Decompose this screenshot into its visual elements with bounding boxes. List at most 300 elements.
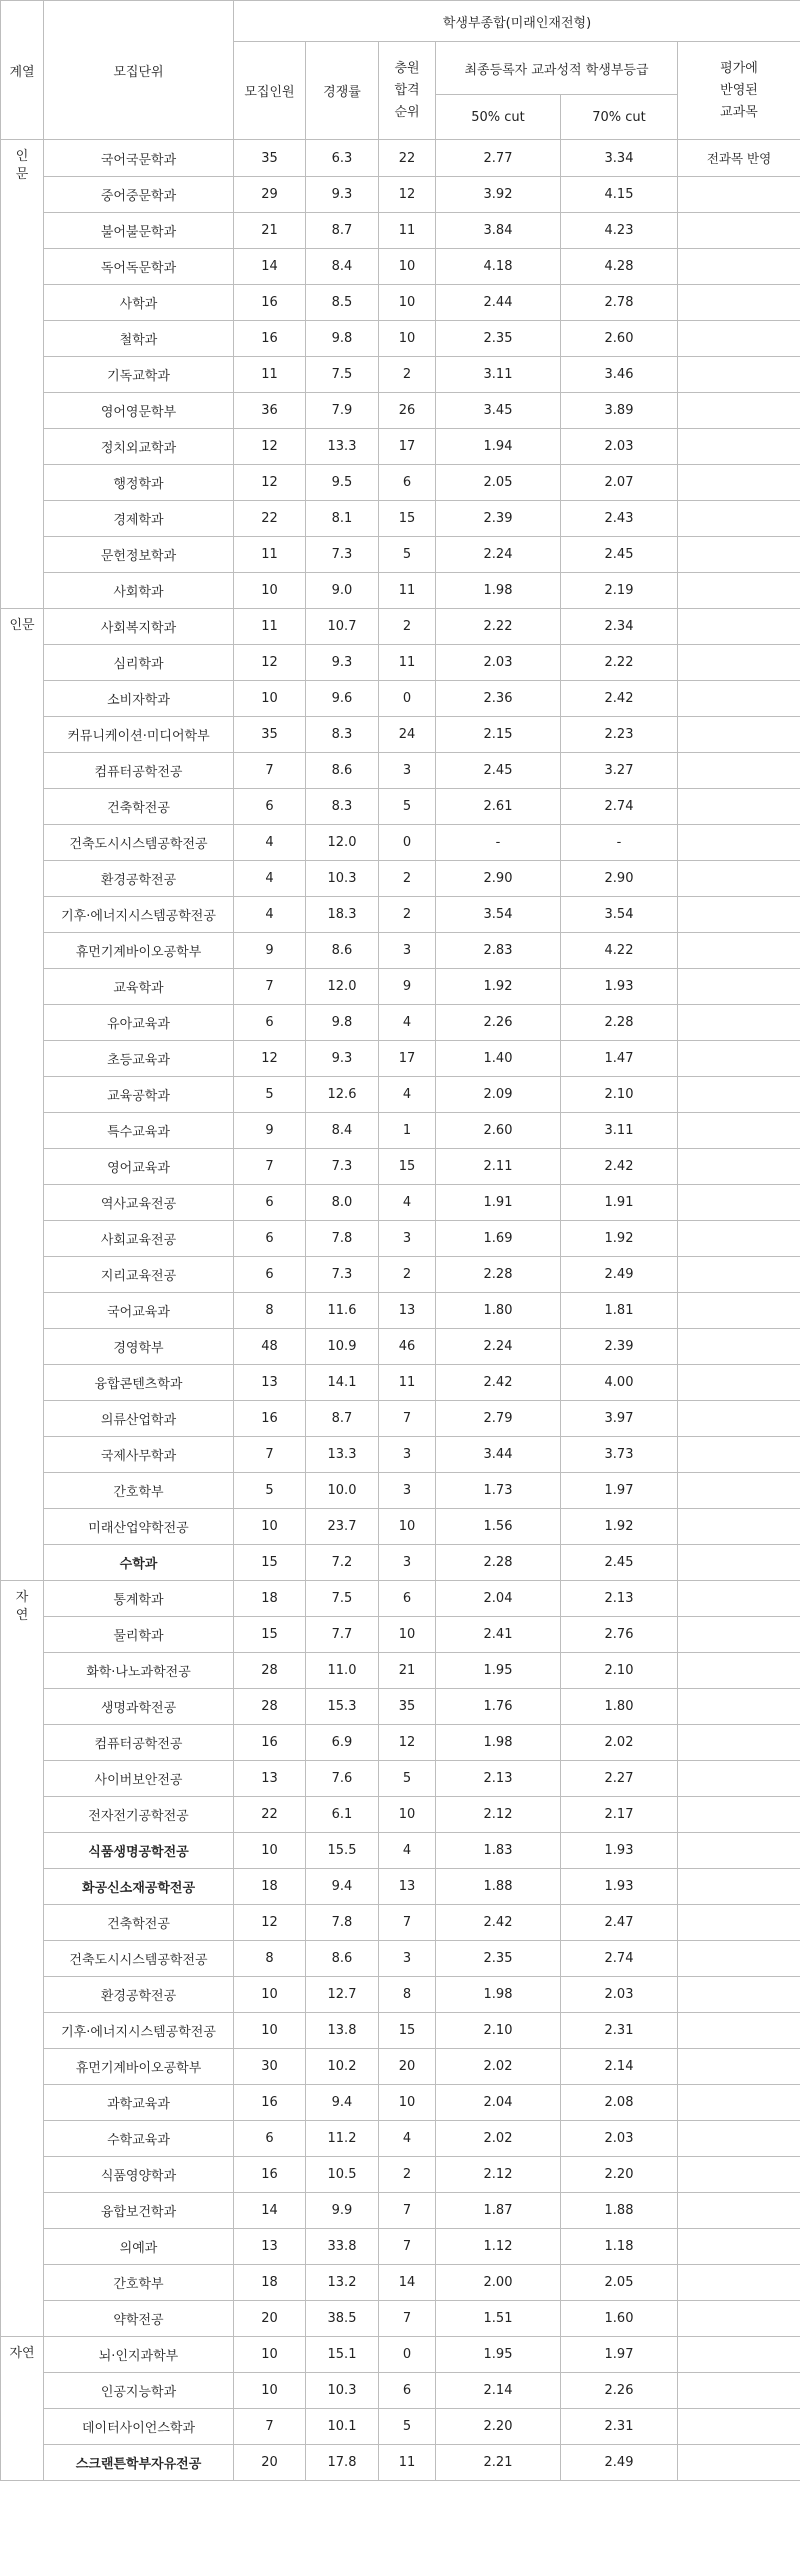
cut50-cell: 1.98 <box>436 1977 561 2013</box>
competition-cell: 13.3 <box>306 1437 379 1473</box>
subjects-cell <box>678 1545 800 1581</box>
subjects-cell <box>678 933 800 969</box>
subjects-cell <box>678 1869 800 1905</box>
unit-cell: 소비자학과 <box>44 681 234 717</box>
rank-cell: 11 <box>379 573 436 609</box>
quota-cell: 6 <box>234 1005 306 1041</box>
quota-cell: 35 <box>234 140 306 177</box>
unit-cell: 사회교육전공 <box>44 1221 234 1257</box>
quota-cell: 12 <box>234 465 306 501</box>
competition-cell: 9.5 <box>306 465 379 501</box>
cut50-cell: 1.12 <box>436 2229 561 2265</box>
rank-cell: 24 <box>379 717 436 753</box>
table-row <box>1 2373 800 2409</box>
quota-cell: 21 <box>234 213 306 249</box>
cut70-cell: 3.34 <box>561 140 678 177</box>
cut70-cell: 3.89 <box>561 393 678 429</box>
table-row <box>1 429 800 465</box>
subjects-cell <box>678 1437 800 1473</box>
unit-cell: 심리학과 <box>44 645 234 681</box>
competition-cell: 7.3 <box>306 537 379 573</box>
cut50-cell: 1.95 <box>436 1653 561 1689</box>
cut50-cell: 2.09 <box>436 1077 561 1113</box>
table-row <box>1 1653 800 1689</box>
competition-cell: 9.0 <box>306 573 379 609</box>
unit-cell: 화공신소재공학전공 <box>44 1869 234 1905</box>
rank-cell: 3 <box>379 1473 436 1509</box>
cut70-cell: 4.28 <box>561 249 678 285</box>
competition-cell: 33.8 <box>306 2229 379 2265</box>
competition-cell: 7.3 <box>306 1257 379 1293</box>
unit-cell: 생명과학전공 <box>44 1689 234 1725</box>
unit-cell: 물리학과 <box>44 1617 234 1653</box>
cut50-cell: 2.24 <box>436 537 561 573</box>
table-row <box>1 2301 800 2337</box>
competition-cell: 14.1 <box>306 1365 379 1401</box>
quota-cell: 11 <box>234 609 306 645</box>
cut70-cell: 2.60 <box>561 321 678 357</box>
unit-cell: 휴먼기계바이오공학부 <box>44 2049 234 2085</box>
quota-cell: 28 <box>234 1653 306 1689</box>
unit-cell: 중어중문학과 <box>44 177 234 213</box>
subjects-cell <box>678 789 800 825</box>
table-row <box>1 1941 800 1977</box>
competition-cell: 13.3 <box>306 429 379 465</box>
competition-cell: 8.4 <box>306 249 379 285</box>
cut70-cell: 2.03 <box>561 429 678 465</box>
subjects-cell <box>678 393 800 429</box>
subjects-cell <box>678 1257 800 1293</box>
table-row <box>1 1581 800 1617</box>
competition-cell: 8.3 <box>306 789 379 825</box>
cut50-cell: 1.92 <box>436 969 561 1005</box>
unit-cell: 경제학과 <box>44 501 234 537</box>
quota-cell: 48 <box>234 1329 306 1365</box>
cut50-cell: 2.22 <box>436 609 561 645</box>
quota-cell: 22 <box>234 501 306 537</box>
table-row <box>1 2013 800 2049</box>
rank-cell: 4 <box>379 2121 436 2157</box>
unit-cell: 휴먼기계바이오공학부 <box>44 933 234 969</box>
unit-cell: 통계학과 <box>44 1581 234 1617</box>
competition-cell: 9.8 <box>306 321 379 357</box>
cut70-cell: 2.20 <box>561 2157 678 2193</box>
quota-cell: 4 <box>234 861 306 897</box>
subjects-cell <box>678 1797 800 1833</box>
competition-cell: 9.4 <box>306 1869 379 1905</box>
subjects-cell <box>678 2337 800 2373</box>
subjects-cell <box>678 2301 800 2337</box>
cut70-cell: 2.74 <box>561 1941 678 1977</box>
cut70-cell: 2.47 <box>561 1905 678 1941</box>
table-row <box>1 2337 800 2373</box>
unit-cell: 식품영양학과 <box>44 2157 234 2193</box>
quota-cell: 4 <box>234 825 306 861</box>
competition-cell: 10.9 <box>306 1329 379 1365</box>
unit-cell: 전자전기공학전공 <box>44 1797 234 1833</box>
rank-cell: 6 <box>379 465 436 501</box>
subjects-cell <box>678 1689 800 1725</box>
unit-cell: 특수교육과 <box>44 1113 234 1149</box>
unit-cell: 환경공학전공 <box>44 861 234 897</box>
rank-cell: 15 <box>379 2013 436 2049</box>
cut50-cell: 2.90 <box>436 861 561 897</box>
cut70-cell: 2.19 <box>561 573 678 609</box>
rank-cell: 7 <box>379 1401 436 1437</box>
table-row <box>1 1221 800 1257</box>
quota-cell: 16 <box>234 1725 306 1761</box>
rank-cell: 10 <box>379 285 436 321</box>
table-row <box>1 1437 800 1473</box>
header-unit: 모집단위 <box>44 1 234 140</box>
table-row <box>1 825 800 861</box>
rank-cell: 8 <box>379 1977 436 2013</box>
unit-cell: 융합보건학과 <box>44 2193 234 2229</box>
competition-cell: 18.3 <box>306 897 379 933</box>
cut70-cell: 4.23 <box>561 213 678 249</box>
quota-cell: 13 <box>234 2229 306 2265</box>
header-cut70: 70% cut <box>561 95 678 140</box>
cut50-cell: 2.00 <box>436 2265 561 2301</box>
rank-cell: 15 <box>379 1149 436 1185</box>
subjects-cell <box>678 861 800 897</box>
competition-cell: 10.3 <box>306 2373 379 2409</box>
subjects-cell <box>678 1149 800 1185</box>
table-row <box>1 2049 800 2085</box>
cut70-cell: 1.81 <box>561 1293 678 1329</box>
cut50-cell: 2.28 <box>436 1545 561 1581</box>
cut50-cell: 1.88 <box>436 1869 561 1905</box>
subjects-cell <box>678 1905 800 1941</box>
quota-cell: 28 <box>234 1689 306 1725</box>
subjects-cell <box>678 2049 800 2085</box>
cut50-cell: 1.91 <box>436 1185 561 1221</box>
cut70-cell: 3.46 <box>561 357 678 393</box>
competition-cell: 15.3 <box>306 1689 379 1725</box>
table-row <box>1 357 800 393</box>
rank-cell: 12 <box>379 1725 436 1761</box>
unit-cell: 교육학과 <box>44 969 234 1005</box>
cut50-cell: 2.20 <box>436 2409 561 2445</box>
table-row <box>1 1617 800 1653</box>
category-cell: 자연 <box>1 2337 44 2481</box>
rank-cell: 1 <box>379 1113 436 1149</box>
subjects-cell <box>678 1509 800 1545</box>
header-cut50: 50% cut <box>436 95 561 140</box>
competition-cell: 7.8 <box>306 1221 379 1257</box>
unit-cell: 화학·나노과학전공 <box>44 1653 234 1689</box>
cut70-cell: 2.43 <box>561 501 678 537</box>
rank-cell: 0 <box>379 825 436 861</box>
competition-cell: 9.3 <box>306 645 379 681</box>
table-row <box>1 1185 800 1221</box>
cut50-cell: 1.56 <box>436 1509 561 1545</box>
cut70-cell: 3.73 <box>561 1437 678 1473</box>
subjects-cell <box>678 1365 800 1401</box>
quota-cell: 10 <box>234 681 306 717</box>
unit-cell: 철학과 <box>44 321 234 357</box>
table-row <box>1 753 800 789</box>
rank-cell: 35 <box>379 1689 436 1725</box>
rank-cell: 26 <box>379 393 436 429</box>
table-row <box>1 1869 800 1905</box>
unit-cell: 사회학과 <box>44 573 234 609</box>
unit-cell: 컴퓨터공학전공 <box>44 1725 234 1761</box>
table-row <box>1 1689 800 1725</box>
cut70-cell: 2.42 <box>561 681 678 717</box>
table-row <box>1 1545 800 1581</box>
subjects-cell <box>678 825 800 861</box>
subjects-cell <box>678 969 800 1005</box>
rank-cell: 6 <box>379 1581 436 1617</box>
unit-cell: 데이터사이언스학과 <box>44 2409 234 2445</box>
unit-cell: 커뮤니케이션·미디어학부 <box>44 717 234 753</box>
cut70-cell: 2.17 <box>561 1797 678 1833</box>
table-row <box>1 1005 800 1041</box>
rank-cell: 11 <box>379 213 436 249</box>
subjects-cell <box>678 1293 800 1329</box>
cut50-cell: 2.04 <box>436 1581 561 1617</box>
table-row <box>1 573 800 609</box>
rank-cell: 7 <box>379 1905 436 1941</box>
cut70-cell: 2.14 <box>561 2049 678 2085</box>
rank-cell: 5 <box>379 2409 436 2445</box>
rank-cell: 5 <box>379 1761 436 1797</box>
rank-cell: 2 <box>379 357 436 393</box>
rank-cell: 22 <box>379 140 436 177</box>
competition-cell: 7.8 <box>306 1905 379 1941</box>
cut50-cell: 3.44 <box>436 1437 561 1473</box>
competition-cell: 8.1 <box>306 501 379 537</box>
unit-cell: 간호학부 <box>44 1473 234 1509</box>
cut70-cell: 2.49 <box>561 1257 678 1293</box>
cut70-cell: 2.45 <box>561 537 678 573</box>
cut50-cell: 2.42 <box>436 1365 561 1401</box>
subjects-cell <box>678 2193 800 2229</box>
subjects-cell <box>678 1833 800 1869</box>
subjects-cell <box>678 357 800 393</box>
cut70-cell: 2.31 <box>561 2013 678 2049</box>
cut50-cell: 3.92 <box>436 177 561 213</box>
rank-cell: 7 <box>379 2193 436 2229</box>
cut70-cell: 1.80 <box>561 1689 678 1725</box>
header-grade-group: 최종등록자 교과성적 학생부등급 <box>436 42 678 95</box>
cut50-cell: 2.21 <box>436 2445 561 2481</box>
competition-cell: 9.8 <box>306 1005 379 1041</box>
table-row <box>1 933 800 969</box>
subjects-cell <box>678 1977 800 2013</box>
quota-cell: 10 <box>234 2373 306 2409</box>
unit-cell: 기독교학과 <box>44 357 234 393</box>
table-row <box>1 213 800 249</box>
subjects-cell <box>678 2445 800 2481</box>
cut70-cell: 1.18 <box>561 2229 678 2265</box>
unit-cell: 불어불문학과 <box>44 213 234 249</box>
table-row <box>1 717 800 753</box>
unit-cell: 행정학과 <box>44 465 234 501</box>
unit-cell: 융합콘텐츠학과 <box>44 1365 234 1401</box>
cut50-cell: 1.76 <box>436 1689 561 1725</box>
table-row <box>1 1113 800 1149</box>
unit-cell: 스크랜튼학부자유전공 <box>44 2445 234 2481</box>
rank-cell: 17 <box>379 429 436 465</box>
table-row <box>1 321 800 357</box>
cut50-cell: 2.39 <box>436 501 561 537</box>
competition-cell: 13.2 <box>306 2265 379 2301</box>
cut70-cell: 2.76 <box>561 1617 678 1653</box>
header-competition: 경쟁률 <box>306 42 379 140</box>
rank-cell: 21 <box>379 1653 436 1689</box>
cut50-cell: 1.80 <box>436 1293 561 1329</box>
cut70-cell: 2.10 <box>561 1077 678 1113</box>
unit-cell: 초등교육과 <box>44 1041 234 1077</box>
quota-cell: 18 <box>234 2265 306 2301</box>
competition-cell: 10.5 <box>306 2157 379 2193</box>
unit-cell: 영어영문학부 <box>44 393 234 429</box>
competition-cell: 12.6 <box>306 1077 379 1113</box>
cut50-cell: 2.15 <box>436 717 561 753</box>
unit-cell: 사회복지학과 <box>44 609 234 645</box>
quota-cell: 6 <box>234 1257 306 1293</box>
competition-cell: 11.2 <box>306 2121 379 2157</box>
table-row <box>1 1725 800 1761</box>
unit-cell: 수학과 <box>44 1545 234 1581</box>
cut50-cell: 2.03 <box>436 645 561 681</box>
cut70-cell: 3.11 <box>561 1113 678 1149</box>
cut70-cell: 2.02 <box>561 1725 678 1761</box>
competition-cell: 8.7 <box>306 1401 379 1437</box>
cut70-cell: 2.31 <box>561 2409 678 2445</box>
rank-cell: 3 <box>379 1437 436 1473</box>
cut70-cell: 2.74 <box>561 789 678 825</box>
rank-cell: 6 <box>379 2373 436 2409</box>
cut50-cell: 2.42 <box>436 1905 561 1941</box>
subjects-cell <box>678 2085 800 2121</box>
cut50-cell: 1.95 <box>436 2337 561 2373</box>
rank-cell: 14 <box>379 2265 436 2301</box>
cut70-cell: 2.13 <box>561 1581 678 1617</box>
rank-cell: 2 <box>379 861 436 897</box>
rank-cell: 2 <box>379 897 436 933</box>
rank-cell: 20 <box>379 2049 436 2085</box>
cut70-cell: 4.22 <box>561 933 678 969</box>
rank-cell: 3 <box>379 1941 436 1977</box>
quota-cell: 18 <box>234 1581 306 1617</box>
competition-cell: 8.3 <box>306 717 379 753</box>
quota-cell: 29 <box>234 177 306 213</box>
cut70-cell: - <box>561 825 678 861</box>
cut70-cell: 2.10 <box>561 1653 678 1689</box>
subjects-cell <box>678 645 800 681</box>
competition-cell: 8.6 <box>306 1941 379 1977</box>
cut50-cell: 2.79 <box>436 1401 561 1437</box>
quota-cell: 20 <box>234 2301 306 2337</box>
cut50-cell: 3.11 <box>436 357 561 393</box>
subjects-cell <box>678 2157 800 2193</box>
table-row <box>1 1833 800 1869</box>
cut50-cell: 2.35 <box>436 321 561 357</box>
quota-cell: 12 <box>234 1905 306 1941</box>
cut70-cell: 2.03 <box>561 2121 678 2157</box>
unit-cell: 간호학부 <box>44 2265 234 2301</box>
unit-cell: 영어교육과 <box>44 1149 234 1185</box>
quota-cell: 16 <box>234 321 306 357</box>
rank-cell: 11 <box>379 1365 436 1401</box>
unit-cell: 경영학부 <box>44 1329 234 1365</box>
competition-cell: 10.0 <box>306 1473 379 1509</box>
quota-cell: 10 <box>234 2013 306 2049</box>
rank-cell: 15 <box>379 501 436 537</box>
table-row <box>1 1329 800 1365</box>
cut50-cell: 2.13 <box>436 1761 561 1797</box>
quota-cell: 10 <box>234 573 306 609</box>
rank-cell: 3 <box>379 933 436 969</box>
rank-cell: 5 <box>379 537 436 573</box>
subjects-cell <box>678 2409 800 2445</box>
rank-cell: 2 <box>379 2157 436 2193</box>
table-row <box>1 1977 800 2013</box>
table-row <box>1 1401 800 1437</box>
header-subjects: 평가에 반영된 교과목 <box>678 42 800 140</box>
table-row <box>1 285 800 321</box>
unit-cell: 과학교육과 <box>44 2085 234 2121</box>
competition-cell: 8.6 <box>306 933 379 969</box>
table-row <box>1 789 800 825</box>
cut70-cell: 2.26 <box>561 2373 678 2409</box>
cut50-cell: 1.98 <box>436 1725 561 1761</box>
subjects-cell <box>678 1941 800 1977</box>
rank-cell: 10 <box>379 1617 436 1653</box>
cut70-cell: 2.34 <box>561 609 678 645</box>
competition-cell: 17.8 <box>306 2445 379 2481</box>
rank-cell: 9 <box>379 969 436 1005</box>
header-quota: 모집인원 <box>234 42 306 140</box>
quota-cell: 7 <box>234 753 306 789</box>
cut50-cell: 2.61 <box>436 789 561 825</box>
unit-cell: 역사교육전공 <box>44 1185 234 1221</box>
quota-cell: 16 <box>234 285 306 321</box>
quota-cell: 8 <box>234 1293 306 1329</box>
quota-cell: 7 <box>234 969 306 1005</box>
competition-cell: 9.4 <box>306 2085 379 2121</box>
cut70-cell: 2.03 <box>561 1977 678 2013</box>
competition-cell: 8.6 <box>306 753 379 789</box>
competition-cell: 38.5 <box>306 2301 379 2337</box>
header-category: 계열 <box>1 1 44 140</box>
table-row <box>1 1905 800 1941</box>
cut70-cell: 2.05 <box>561 2265 678 2301</box>
rank-cell: 4 <box>379 1833 436 1869</box>
unit-cell: 사학과 <box>44 285 234 321</box>
cut50-cell: 2.45 <box>436 753 561 789</box>
subjects-cell <box>678 249 800 285</box>
quota-cell: 15 <box>234 1617 306 1653</box>
competition-cell: 7.9 <box>306 393 379 429</box>
cut70-cell: 2.27 <box>561 1761 678 1797</box>
competition-cell: 12.0 <box>306 825 379 861</box>
cut70-cell: 2.49 <box>561 2445 678 2481</box>
cut70-cell: 1.92 <box>561 1509 678 1545</box>
competition-cell: 6.9 <box>306 1725 379 1761</box>
quota-cell: 11 <box>234 357 306 393</box>
table-row <box>1 140 800 177</box>
competition-cell: 9.9 <box>306 2193 379 2229</box>
rank-cell: 12 <box>379 177 436 213</box>
table-row <box>1 2445 800 2481</box>
quota-cell: 16 <box>234 1401 306 1437</box>
table-row <box>1 1149 800 1185</box>
subjects-cell <box>678 2121 800 2157</box>
